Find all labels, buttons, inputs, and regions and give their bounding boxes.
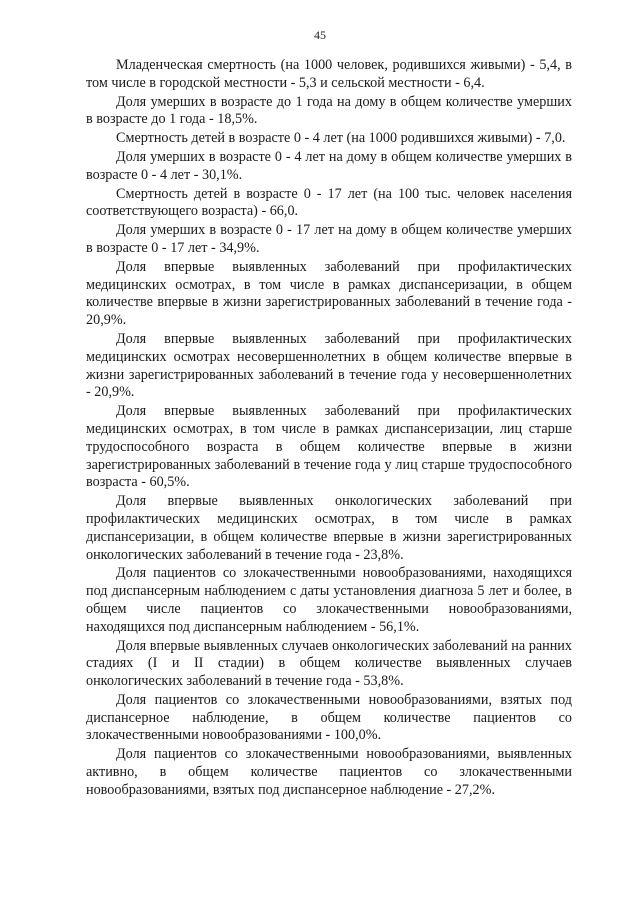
paragraph-oncology-supervision: Доля пациентов со злокачественными новообразованиями, взятых под диспансерное наблюдение, в общем количестве пациентов со злокачественными новообразованиями - 100,0%.: [86, 691, 572, 744]
paragraph-under-1-home-deaths: Доля умерших в возрасте до 1 года на дому в общем количестве умерших в возрасте до 1 года - 18,5%.: [86, 93, 572, 128]
paragraph-0-17-mortality: Смертность детей в возрасте 0 - 17 лет (на 100 тыс. человек населения соответствующего возраста) - 66,0.: [86, 185, 572, 220]
paragraph-oncology-early-stages: Доля впервые выявленных случаев онкологических заболеваний на ранних стадиях (I и II стадии) в общем количестве выявленных случаев онкологических заболеваний в течение года - 53,8%.: [86, 637, 572, 690]
document-body: [86, 57, 572, 801]
paragraph-elderly-detection: Доля впервые выявленных заболеваний при профилактических медицинских осмотрах, в том числе в рамках диспансеризации, лиц старше трудоспособного возраста в общем количестве впервые в жизни зарегистрированных заболеваний в течение года у лиц старше трудоспособного возраста - 60,5%.: [86, 403, 572, 491]
paragraph-preventive-detection: Доля впервые выявленных заболеваний при профилактических медицинских осмотрах, в том числе в рамках диспансеризации, в общем количестве впервые в жизни зарегистрированных заболеваний в течение года - 20,9%.: [86, 258, 572, 329]
page-number: 45: [314, 28, 326, 42]
paragraph-oncology-detection: Доля впервые выявленных онкологических заболеваний при профилактических медицинских осмотрах, в том числе в рамках диспансеризации, в общем количестве впервые в жизни зарегистрированных онкологических заболеваний в течение года - 23,8%.: [86, 493, 572, 563]
paragraph-oncology-active-detection: Доля пациентов со злокачественными новообразованиями, выявленных активно, в общем количестве пациентов со злокачественными новообразованиями, взятых под диспансерное наблюдение - 27,2%.: [86, 746, 572, 798]
paragraph-0-17-home-deaths: Доля умерших в возрасте 0 - 17 лет на дому в общем количестве умерших в возрасте 0 - 17 лет - 34,9%.: [86, 222, 572, 256]
paragraph-0-4-mortality: Смертность детей в возрасте 0 - 4 лет (на 1000 родившихся живыми) - 7,0.: [116, 130, 566, 147]
paragraph-minors-detection: Доля впервые выявленных заболеваний при профилактических медицинских осмотрах несовершеннолетних в общем количестве впервые в жизни зарегистрированных заболеваний в течение года у несовершеннолетних - 20,9%.: [86, 330, 572, 401]
paragraph-oncology-5-years: Доля пациентов со злокачественными новообразованиями, находящихся под диспансерным наблюдением с даты установления диагноза 5 лет и более, в общем числе пациентов со злокачественными новообразованиями, находящихся под диспансерным наблюдением - 56,1%.: [86, 565, 572, 635]
paragraph-0-4-home-deaths: Доля умерших в возрасте 0 - 4 лет на дому в общем количестве умерших в возрасте 0 - 4 лет - 30,1%.: [86, 148, 572, 183]
paragraph-infant-mortality: Младенческая смертность (на 1000 человек, родившихся живыми) - 5,4, в том числе в городской местности - 5,3 и сельской местности - 6,4.: [86, 57, 572, 91]
